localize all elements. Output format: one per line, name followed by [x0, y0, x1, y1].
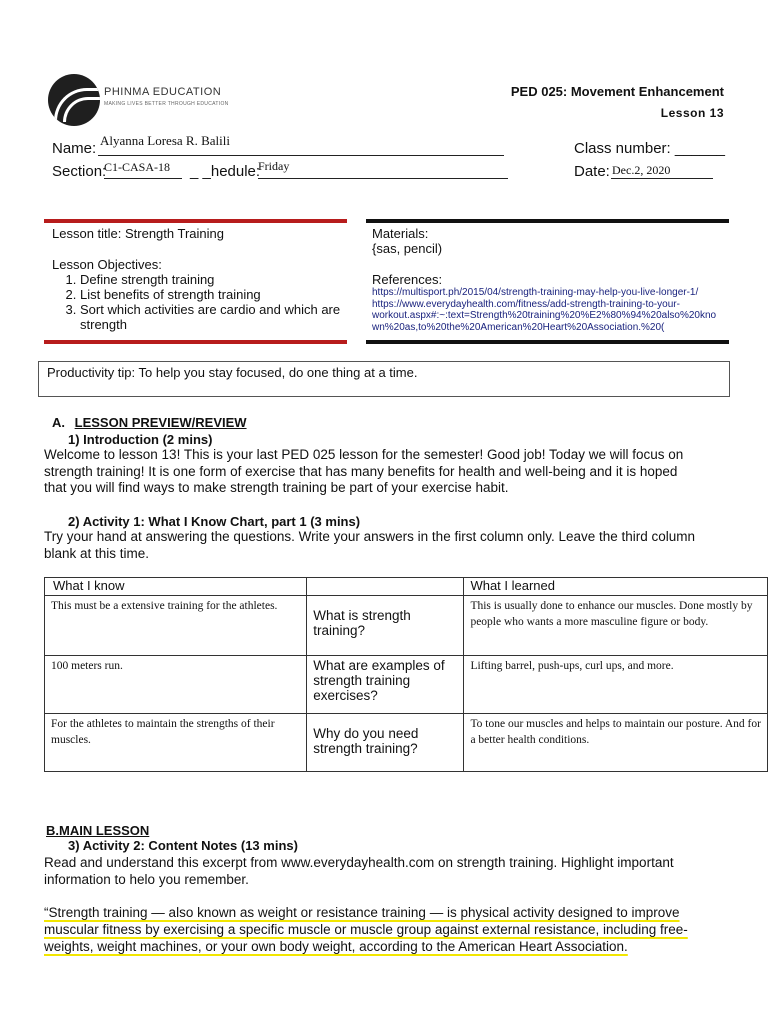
course-title: PED 025: Movement Enhancement	[510, 84, 724, 99]
reference-link[interactable]: wn%20as,to%20the%20American%20Heart%20Association.%20(	[372, 321, 665, 333]
objective-item: 2. List benefits of strength training	[80, 287, 342, 302]
schedule-underline	[258, 177, 508, 179]
col-what-i-learned-header: What I learned	[464, 578, 768, 596]
know-cell[interactable]	[45, 656, 307, 714]
highlighted-quote-line: weights, weight machines, or your own body weight, according to the American Heart Association.	[44, 939, 628, 954]
question-text: What is strength training?	[313, 608, 411, 638]
know-cell[interactable]	[45, 714, 307, 772]
table-row	[45, 714, 768, 772]
learned-cell[interactable]	[464, 656, 768, 714]
name-label: Name:	[52, 140, 97, 157]
table-row	[45, 656, 768, 714]
question-text: What are examples of strength training exercises?	[313, 658, 445, 703]
highlighted-quote-line: muscular fitness by exercising a specific muscle or muscle group against external resistance, including free-	[44, 922, 688, 937]
phinma-logo-icon	[48, 74, 100, 126]
section-label: Section:	[52, 163, 107, 180]
brand-tagline: MAKING LIVES BETTER THROUGH EDUCATION	[104, 101, 229, 107]
activity1-heading: 2) Activity 1: What I Know Chart, part 1 (3 mins)	[68, 514, 361, 529]
objectives-heading: Lesson Objectives:	[52, 257, 162, 272]
section-value[interactable]: C1-CASA-18	[104, 160, 171, 174]
activity2-instructions	[44, 855, 734, 888]
materials-value: {sas, pencil)	[372, 241, 443, 256]
learned-answer: To tone our muscles and helps to maintain our posture. And for a better health conditions.	[470, 718, 761, 746]
activity2-line: Read and understand this excerpt from www.everydayhealth.com on strength training. Highlight important	[44, 855, 674, 870]
quote-paragraph	[44, 904, 744, 955]
date-label: Date:	[574, 163, 610, 180]
name-value[interactable]: Alyanna Loresa R. Balili	[100, 133, 230, 148]
schedule-label: _ _hedule:	[190, 163, 261, 180]
lesson-info-right	[372, 226, 730, 333]
name-underline	[98, 154, 504, 156]
lesson-info-left	[52, 226, 342, 332]
know-answer: This must be a extensive training for the athletes.	[51, 600, 278, 612]
schedule-value[interactable]: Friday	[258, 159, 290, 173]
activity2-heading: 3) Activity 2: Content Notes (13 mins)	[68, 838, 298, 853]
class-number-label[interactable]: Class number: ______	[574, 140, 725, 157]
section-a-title: LESSON PREVIEW/REVIEW	[74, 415, 247, 430]
intro-line: Welcome to lesson 13! This is your last PED 025 lesson for the semester! Good job! Today we will focus on	[44, 447, 684, 462]
right-bottom-bar	[366, 340, 729, 344]
references-heading: References:	[372, 272, 443, 287]
section-a-heading	[52, 415, 247, 430]
activity1-instructions	[44, 529, 734, 562]
section-underline	[104, 177, 182, 179]
reference-link[interactable]: https://www.everydayhealth.com/fitness/add-strength-training-to-your-	[372, 298, 680, 310]
left-bottom-bar	[44, 340, 347, 344]
activity1-line: blank at this time.	[44, 545, 150, 561]
objective-item: 1. Define strength training	[80, 272, 342, 287]
productivity-tip: Productivity tip: To help you stay focused, do one thing at a time.	[47, 365, 418, 380]
date-value[interactable]: Dec.2, 2020	[612, 163, 671, 177]
table-header-row	[45, 578, 768, 596]
learned-answer: Lifting barrel, push-ups, curl ups, and more.	[470, 660, 674, 672]
question-cell	[307, 656, 464, 714]
lesson-title: Lesson title: Strength Training	[52, 226, 224, 241]
question-cell	[307, 714, 464, 772]
know-cell[interactable]	[45, 596, 307, 656]
col-question-header	[307, 578, 464, 596]
brand-name: PHINMA EDUCATION	[104, 86, 222, 98]
col-what-i-know-header: What I know	[45, 578, 307, 596]
reference-link[interactable]: workout.aspx#:~:text=Strength%20training%20%E2%80%94%20also%20kno	[372, 310, 717, 321]
activity1-line: Try your hand at answering the questions. Write your answers in the first column only. Leave the third column	[44, 529, 696, 544]
learned-answer: This is usually done to enhance our muscles. Done mostly by people who wants a more masculine figure or body.	[470, 600, 753, 628]
question-text: Why do you need strength training?	[313, 726, 419, 756]
objective-item: 3. Sort which activities are cardio and which are strength	[80, 302, 342, 332]
lesson-number: Lesson 13	[660, 106, 724, 120]
intro-heading: 1) Introduction (2 mins)	[68, 432, 213, 447]
what-i-know-chart	[44, 577, 768, 772]
intro-paragraph	[44, 447, 734, 497]
materials-heading: Materials:	[372, 226, 429, 241]
section-a-letter: A.	[52, 415, 65, 430]
table-row	[45, 596, 768, 656]
highlighted-quote-line: “Strength training — also known as weight or resistance training — is physical activity designed to improve	[44, 905, 680, 920]
left-top-bar	[44, 219, 347, 223]
intro-line: strength training! It is one form of exercise that has many benefits for health and well-being and it is hoped	[44, 463, 678, 479]
learned-cell[interactable]	[464, 714, 768, 772]
section-b-heading: B.MAIN LESSON	[46, 823, 150, 838]
learned-cell[interactable]	[464, 596, 768, 656]
objectives-list	[56, 272, 342, 332]
right-top-bar	[366, 219, 729, 223]
productivity-tip-box	[38, 361, 730, 397]
know-answer: 100 meters run.	[51, 660, 123, 672]
activity2-line: information to helo you remember.	[44, 871, 249, 887]
know-answer: For the athletes to maintain the strengths of their muscles.	[51, 718, 275, 746]
question-cell	[307, 596, 464, 656]
intro-line: that you will find ways to make strength training be part of your exercise habit.	[44, 480, 509, 495]
reference-link[interactable]: https://multisport.ph/2015/04/strength-training-may-help-you-live-longer-1/	[372, 287, 699, 298]
